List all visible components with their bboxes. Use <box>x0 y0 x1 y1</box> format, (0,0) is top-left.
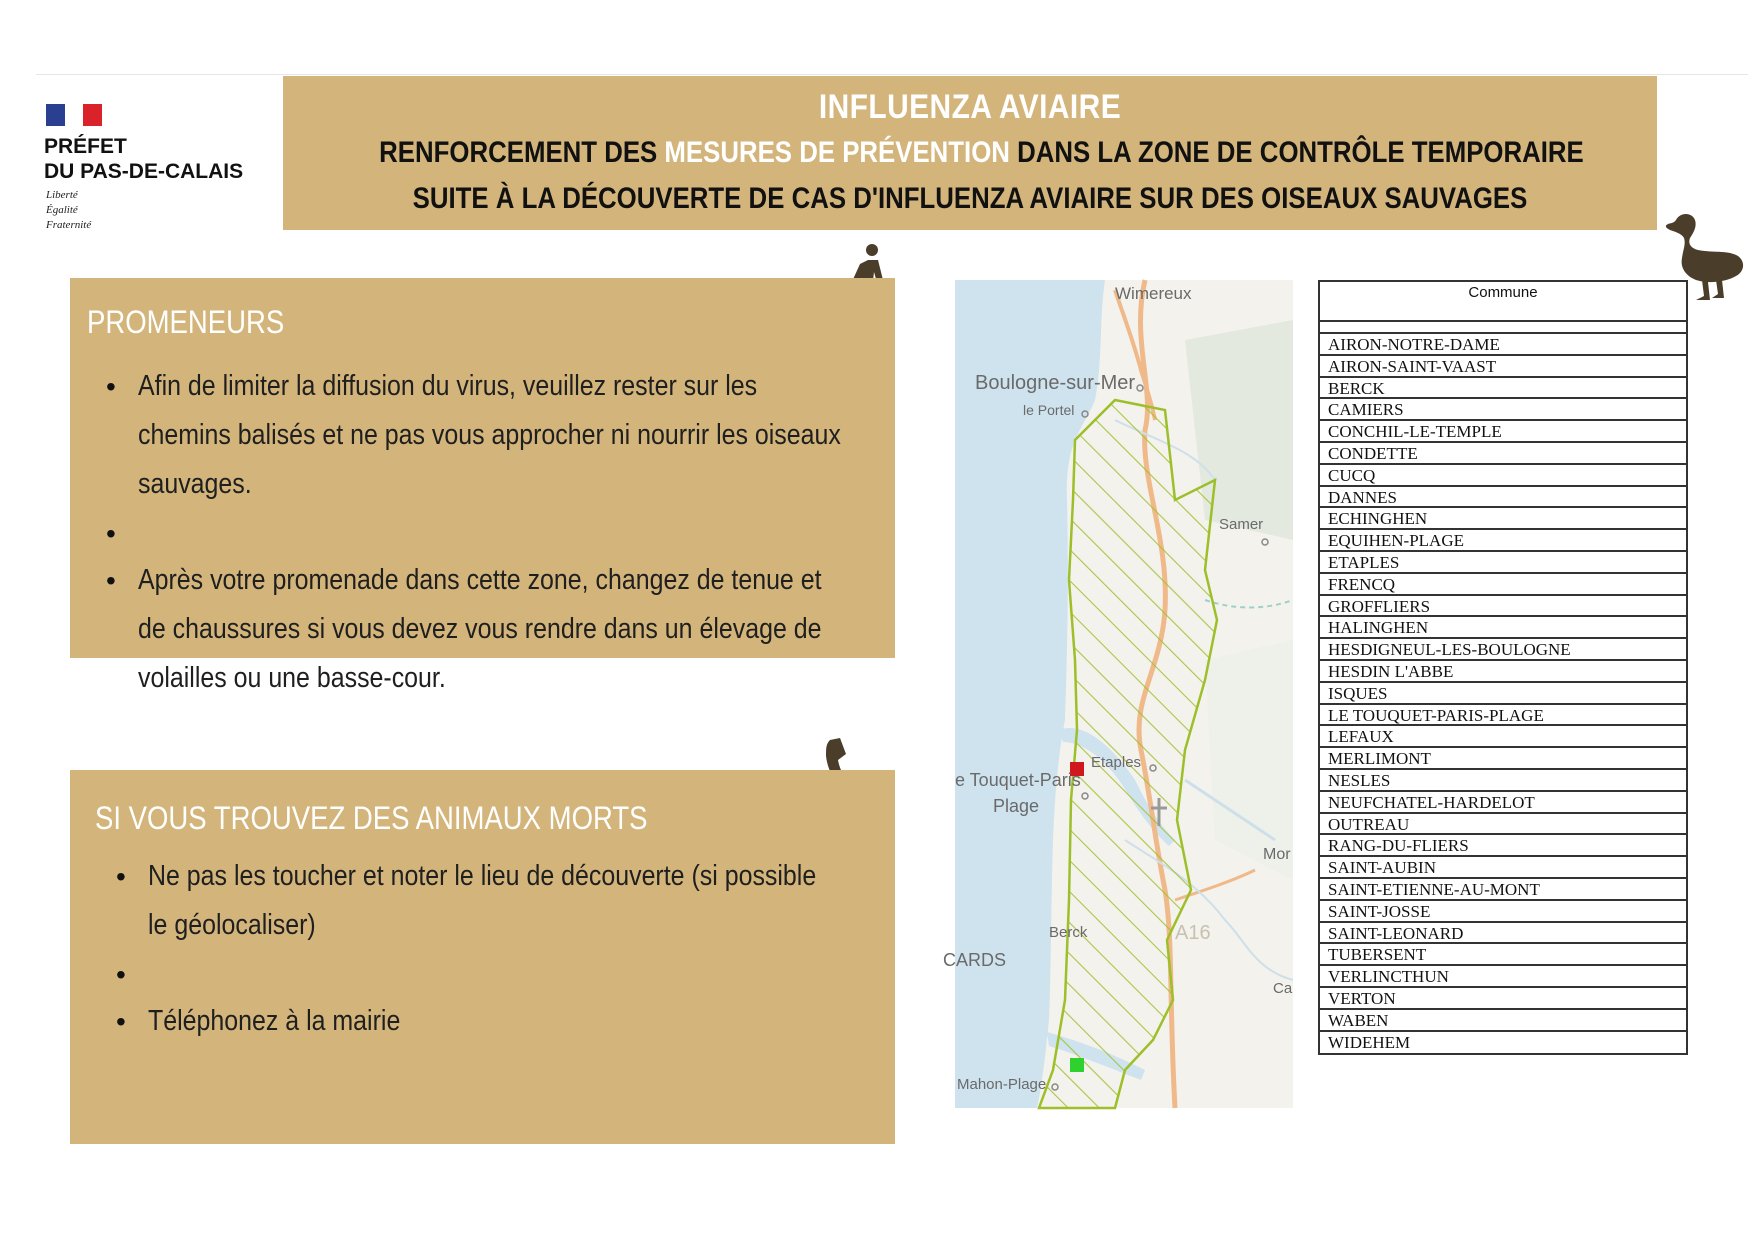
map-label-plage: Plage <box>993 796 1040 816</box>
table-row: ISQUES <box>1320 683 1686 705</box>
map-label-wimereux: Wimereux <box>1115 284 1192 303</box>
table-row: VERLINCTHUN <box>1320 966 1686 988</box>
table-row: FRENCQ <box>1320 574 1686 596</box>
table-row: NEUFCHATEL-HARDELOT <box>1320 792 1686 814</box>
table-row: EQUIHEN-PLAGE <box>1320 530 1686 552</box>
map-label-portel: le Portel <box>1023 402 1075 418</box>
animaux-morts-title: SI VOUS TROUVEZ DES ANIMAUX MORTS <box>95 800 648 836</box>
motto: Liberté Égalité Fraternité <box>46 189 92 231</box>
map-label-mor: Mor <box>1263 846 1291 863</box>
communes-table <box>1318 280 1688 1055</box>
page-subtitle-line1: RENFORCEMENT DES MESURES DE PRÉVENTION DANS LA ZONE DE CONTRÔLE TEMPORAIRE <box>379 136 1584 169</box>
table-row: VERTON <box>1320 988 1686 1010</box>
table-row: CONDETTE <box>1320 443 1686 465</box>
table-row: CAMIERS <box>1320 399 1686 421</box>
table-row: LE TOUQUET-PARIS-PLAGE <box>1320 705 1686 727</box>
table-row: TUBERSENT <box>1320 944 1686 966</box>
french-flag-icon <box>46 104 102 126</box>
map-label-a16: A16 <box>1175 922 1211 944</box>
table-row: SAINT-LEONARD <box>1320 923 1686 945</box>
table-row: SAINT-AUBIN <box>1320 857 1686 879</box>
list-item: • Téléphonez à la mairie <box>116 997 856 1046</box>
table-row: GROFFLIERS <box>1320 596 1686 618</box>
spacer <box>106 509 866 556</box>
table-header: Commune <box>1320 282 1686 322</box>
table-row: NESLES <box>1320 770 1686 792</box>
animaux-morts-panel <box>70 770 895 1144</box>
table-row: MERLIMONT <box>1320 748 1686 770</box>
table-row: LEFAUX <box>1320 726 1686 748</box>
list-item: • Afin de limiter la diffusion du virus, veuillez rester sur les chemins balisés et ne pas vous approcher ni nourrir les oiseaux sauvages. <box>106 362 866 509</box>
map-label-etaples: Etaples <box>1091 754 1142 771</box>
table-row: ETAPLES <box>1320 552 1686 574</box>
header-banner <box>283 76 1657 230</box>
table-row: CUCQ <box>1320 465 1686 487</box>
table-body <box>1320 334 1686 1053</box>
promeneurs-title: PROMENEURS <box>87 304 285 340</box>
table-spacer-row <box>1320 322 1686 334</box>
list-item: • Ne pas les toucher et noter le lieu de découverte (si possible le géolocaliser) <box>116 852 856 950</box>
spacer <box>116 950 856 997</box>
promeneurs-list <box>106 362 866 703</box>
table-row: OUTREAU <box>1320 814 1686 836</box>
table-row: BERCK <box>1320 378 1686 400</box>
table-row: WIDEHEM <box>1328 1032 1411 1052</box>
list-item: • Après votre promenade dans cette zone, changez de tenue et de chaussures si vous devez vous rendre dans un élevage de volailles ou une basse-cour. <box>106 556 866 703</box>
animaux-morts-list <box>116 852 856 1046</box>
table-row: WABEN <box>1320 1010 1686 1032</box>
prefecture-logo <box>44 100 264 240</box>
page-title: INFLUENZA AVIAIRE <box>818 88 1122 126</box>
table-row: ECHINGHEN <box>1320 508 1686 530</box>
table-row: HALINGHEN <box>1320 617 1686 639</box>
map-label-mahon: Mahon-Plage <box>957 1076 1047 1093</box>
map-label-touquet: e Touquet-Paris <box>955 770 1081 790</box>
promeneurs-panel <box>70 278 895 694</box>
page-subtitle-line2: SUITE À LA DÉCOUVERTE DE CAS D'INFLUENZA AVIAIRE SUR DES OISEAUX SAUVAGES <box>412 182 1528 215</box>
table-row: AIRON-SAINT-VAAST <box>1320 356 1686 378</box>
outbreak-marker-green <box>1070 1058 1084 1072</box>
map-label-ards: CARDS <box>943 950 1007 970</box>
map-label-ca: Ca <box>1273 980 1293 997</box>
table-row: HESDIGNEUL-LES-BOULOGNE <box>1320 639 1686 661</box>
table-row: CONCHIL-LE-TEMPLE <box>1320 421 1686 443</box>
table-row: HESDIN L'ABBE <box>1320 661 1686 683</box>
top-divider <box>36 74 1748 75</box>
map-label-boulogne: Boulogne-sur-Mer <box>975 372 1136 394</box>
table-row: AIRON-NOTRE-DAME <box>1320 334 1686 356</box>
table-row: SAINT-ETIENNE-AU-MONT <box>1320 879 1686 901</box>
table-row: DANNES <box>1320 487 1686 509</box>
table-row: SAINT-JOSSE <box>1320 901 1686 923</box>
map-graphic <box>955 280 1293 1108</box>
map-label-berck: Berck <box>1049 924 1088 941</box>
table-row: RANG-DU-FLIERS <box>1320 835 1686 857</box>
map-label-samer: Samer <box>1219 516 1264 533</box>
zone-map <box>943 280 1293 1108</box>
logo-text: PRÉFET DU PAS-DE-CALAIS <box>44 135 244 183</box>
